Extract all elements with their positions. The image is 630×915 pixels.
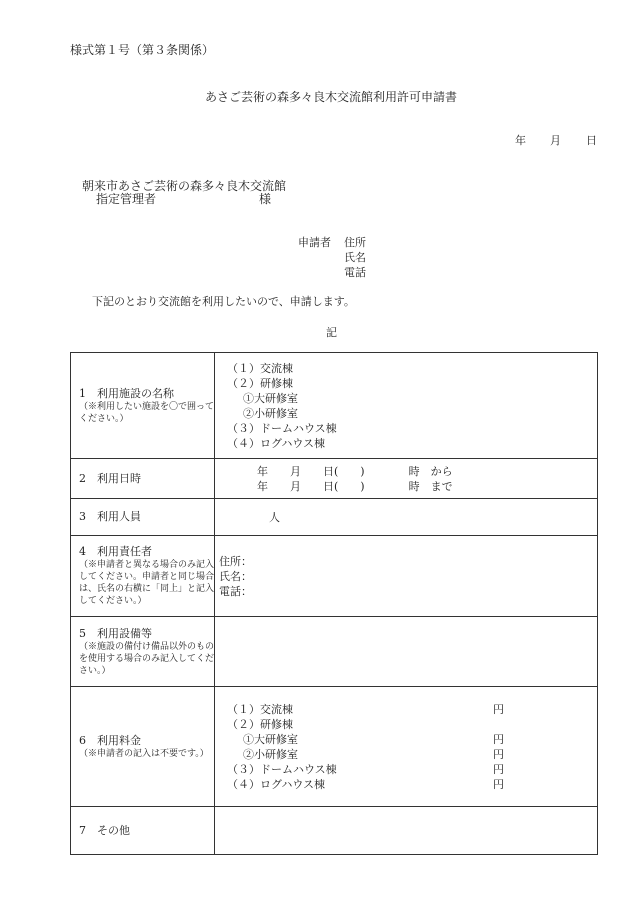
responsible-label: 4 利用責任者 xyxy=(79,545,152,558)
equipment-input[interactable] xyxy=(215,617,598,687)
date-day-label: 日 xyxy=(586,134,597,147)
applicant-label: 申請者 xyxy=(298,236,331,249)
fee-item-label: ①大研修室 xyxy=(243,732,298,746)
row-responsible xyxy=(71,536,598,617)
responsible-address-field[interactable]: 住所： xyxy=(219,554,252,568)
fee-item-kouryu[interactable] xyxy=(227,702,597,717)
row-fee xyxy=(71,687,598,807)
datetime-label: 2 利用日時 xyxy=(79,471,141,485)
applicant-address-label: 住所 xyxy=(344,236,366,249)
application-table xyxy=(70,352,598,855)
fee-yen-kouryu: 円 xyxy=(493,702,504,716)
fee-note: （※申請者の記入は不要です。） xyxy=(79,748,209,759)
addressee-manager: 指定管理者 xyxy=(96,192,157,206)
addressee-honorific: 様 xyxy=(259,192,272,206)
fee-item-label: （２）研修棟 xyxy=(227,717,293,731)
facility-item-log-house[interactable]: （４）ログハウス棟 xyxy=(227,436,326,450)
fee-item-label: （４）ログハウス棟 xyxy=(227,777,326,791)
facility-item-kouryu[interactable]: （１）交流棟 xyxy=(227,361,293,375)
form-title: あさご芸術の森多々良木交流館利用許可申請書 xyxy=(205,90,458,104)
fee-yen-dome-house: 円 xyxy=(493,762,504,776)
row-people xyxy=(71,499,598,536)
fee-item-large-room[interactable] xyxy=(227,732,597,747)
other-label: 7 その他 xyxy=(79,823,130,837)
fee-yen-large-room: 円 xyxy=(493,732,504,746)
fee-item-label: （１）交流棟 xyxy=(227,702,293,716)
addressee-line1: 朝来市あさご芸術の森多々良木交流館 xyxy=(82,179,287,193)
fee-item-dome-house[interactable] xyxy=(227,762,597,777)
row-datetime xyxy=(71,459,598,499)
date-year-label: 年 xyxy=(515,134,526,147)
facility-item-small-room[interactable]: ②小研修室 xyxy=(243,406,298,420)
responsible-phone-field[interactable]: 電話： xyxy=(219,584,252,598)
facility-item-large-room[interactable]: ①大研修室 xyxy=(243,391,298,405)
row-equipment xyxy=(71,617,598,687)
date-month-label: 月 xyxy=(550,134,561,147)
equipment-label: 5 利用設備等 xyxy=(79,626,152,640)
row-facility xyxy=(71,353,598,459)
people-label: 3 利用人員 xyxy=(79,510,141,523)
fee-item-label: （３）ドームハウス棟 xyxy=(227,762,337,776)
application-statement: 下記のとおり交流館を利用したいので、申請します。 xyxy=(92,295,355,308)
equipment-note: （※施設の備付け備品以外のものを使用する場合のみ記入してください。） xyxy=(79,641,215,676)
facility-item-kenshu[interactable]: （２）研修棟 xyxy=(227,376,293,390)
row-other xyxy=(71,807,598,855)
fee-label: 6 利用料金 xyxy=(79,733,141,747)
responsible-name-field[interactable]: 氏名： xyxy=(219,569,252,583)
fee-yen-small-room: 円 xyxy=(493,747,504,761)
applicant-phone-label: 電話 xyxy=(344,266,366,279)
applicant-name-label: 氏名 xyxy=(344,251,366,264)
other-input[interactable] xyxy=(215,807,598,855)
facility-label: 1 利用施設の名称 xyxy=(79,386,174,400)
people-unit: 人 xyxy=(269,510,280,524)
responsible-note: （※申請者と異なる場合のみ記入してください。申請者と同じ場合は、氏名の右横に「同上」と記入してください。） xyxy=(79,560,215,606)
datetime-from[interactable]: 年 月 日( ) 時 から xyxy=(257,464,453,478)
facility-item-dome-house[interactable]: （３）ドームハウス棟 xyxy=(227,421,337,435)
ki-heading: 記 xyxy=(326,326,337,339)
fee-yen-log-house: 円 xyxy=(493,777,504,791)
datetime-to[interactable]: 年 月 日( ) 時 まで xyxy=(257,479,453,493)
fee-item-label: ②小研修室 xyxy=(243,747,298,761)
form-number: 様式第１号（第３条関係） xyxy=(70,43,215,57)
fee-item-small-room[interactable] xyxy=(227,747,597,762)
fee-item-log-house[interactable] xyxy=(227,777,597,792)
fee-item-kenshu xyxy=(227,717,597,732)
facility-note: （※利用したい施設を〇で囲ってください。） xyxy=(79,401,215,424)
